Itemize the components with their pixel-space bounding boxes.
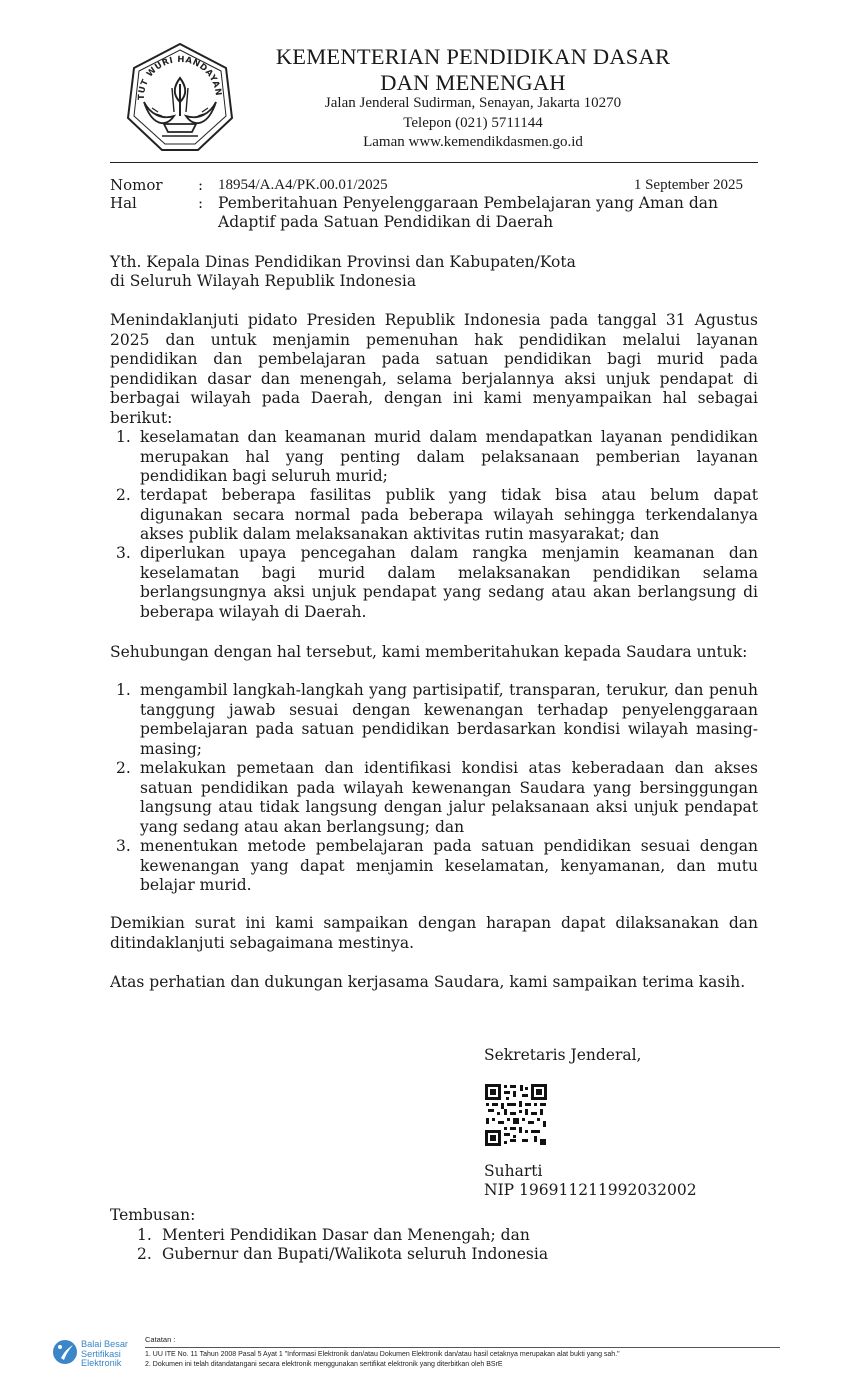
list2-item: menentukan metode pembelajaran pada satuan pendidikan sesuai dengan kewenangan yang dapat menjamin keselamatan, kenyamanan, dan mutu belajar murid. — [140, 837, 758, 894]
subject-line1: Pemberitahuan Penyelenggaraan Pembelajaran yang Aman dan — [218, 194, 718, 212]
list2-item: melakukan pemetaan dan identifikasi kondisi atas keberadaan dan akses satuan pendidikan pada wilayah kewenangan Saudara yang bersinggungan langsung atau tidak langsung dengan jalur pelaksanaan aksi unjuk pendapat yang sedang atau akan berlangsung; dan — [140, 759, 758, 836]
logo-motto: TUT WURI HANDAYAN — [136, 54, 224, 101]
bsre-line3: Elektronik — [81, 1358, 122, 1369]
list1-number: 1. — [116, 428, 131, 446]
list1-item: keselamatan dan keamanan murid dalam mendapatkan layanan pendidikan merupakan hal yang penting dalam pelaksanaan pemberian layanan pendidikan bagi seluruh murid; — [140, 428, 758, 485]
list1-item: diperlukan upaya pencegahan dalam rangka menjamin keamanan dan keselamatan bagi murid dalam melaksanakan pendidikan selama berlangsungnya aksi unjuk pendapat yang sedang atau akan berlangsung di beberapa wilayah di Daerah. — [140, 544, 758, 621]
bsre-line1: Balai Besar — [81, 1339, 128, 1349]
bsre-label — [81, 1340, 143, 1369]
footer-note: 1. UU ITE No. 11 Tahun 2008 Pasal 5 Ayat 1 "Informasi Elektronik dan/atau Dokumen Elektronik dan/atau hasil cetaknya merupakan alat bukti yang sah." — [145, 1351, 620, 1358]
list2-item: mengambil langkah-langkah yang partisipatif, transparan, terukur, dan penuh tanggung jawab sesuai dengan kewenangan terhadap penyelenggaraan pembelajaran pada satuan pendidikan berdasarkan kondisi wilayah masing-masing; — [140, 681, 758, 758]
ministry-logo — [122, 40, 238, 156]
footer-divider — [145, 1347, 780, 1348]
signatory-position: Sekretaris Jenderal, — [484, 1046, 642, 1064]
closing-paragraph: Demikian surat ini kami sampaikan dengan harapan dapat dilaksanakan dan ditindaklanjuti sebagaimana mestinya. — [110, 914, 758, 952]
nomor-label: Nomor — [110, 176, 163, 194]
ministry-name-line1: KEMENTERIAN PENDIDIKAN DASAR — [275, 44, 671, 69]
hal-label: Hal — [110, 194, 137, 212]
nomor-colon: : — [198, 176, 204, 194]
letterhead-divider — [110, 162, 758, 163]
list2-number: 1. — [116, 681, 131, 699]
signatory-nip: NIP 196911211992032002 — [484, 1181, 697, 1199]
thanks-paragraph: Atas perhatian dan dukungan kerjasama Saudara, kami sampaikan terima kasih. — [110, 973, 746, 991]
list2-number: 2. — [116, 759, 131, 777]
subject-line2: Adaptif pada Satuan Pendidikan di Daerah — [218, 213, 554, 231]
ministry-phone: Telepon (021) 5711144 — [403, 115, 543, 131]
list2-number: 3. — [116, 837, 131, 855]
hal-colon: : — [198, 194, 204, 212]
list1-number: 2. — [116, 486, 131, 504]
letter-date: 1 September 2025 — [633, 177, 743, 193]
tembusan-label: Tembusan: — [110, 1206, 196, 1224]
tembusan-item: Menteri Pendidikan Dasar dan Menengah; dan — [162, 1226, 530, 1244]
footer-note: 2. Dokumen ini telah ditandatangani secara elektronik menggunakan sertifikat elektronik yang diterbitkan oleh BSrE — [145, 1361, 503, 1368]
ministry-name-line2: DAN MENENGAH — [380, 70, 566, 95]
list1-number: 3. — [116, 544, 131, 562]
tembusan-number: 1. — [137, 1226, 152, 1244]
recipient-line2: di Seluruh Wilayah Republik Indonesia — [110, 272, 417, 290]
recipient-line1: Yth. Kepala Dinas Pendidikan Provinsi dan Kabupaten/Kota — [110, 253, 576, 271]
ministry-address: Jalan Jenderal Sudirman, Senayan, Jakarta 10270 — [324, 95, 622, 111]
tembusan-number: 2. — [137, 1245, 152, 1263]
opening-paragraph: Menindaklanjuti pidato Presiden Republik Indonesia pada tanggal 31 Agustus 2025 dan untuk menjamin pemenuhan hak pendidikan melalui layanan pendidikan dan pembelajaran pada satuan pendidikan bagi murid pada pendidikan dasar dan menengah, selama berjalannya aksi unjuk pendapat di berbagai wilayah pada Daerah, dengan ini kami menyampaikan hal sebagai berikut: — [110, 311, 758, 427]
list1-item: terdapat beberapa fasilitas publik yang tidak bisa atau belum dapat digunakan secara normal pada beberapa wilayah sehingga terkendalanya akses publik dalam melaksanakan aktivitas rutin masyarakat; dan — [140, 486, 758, 543]
ministry-website: Laman www.kemendikdasmen.go.id — [363, 134, 583, 150]
bsre-line2: Sertifikasi — [81, 1348, 121, 1359]
letter-number: 18954/A.A4/PK.00.01/2025 — [218, 177, 388, 193]
signatory-name: Suharti — [484, 1162, 543, 1180]
followup-paragraph: Sehubungan dengan hal tersebut, kami memberitahukan kepada Saudara untuk: — [110, 643, 748, 661]
signature-qr-code — [484, 1083, 548, 1147]
catatan-label: Catatan : — [145, 1335, 176, 1344]
tembusan-item: Gubernur dan Bupati/Walikota seluruh Indonesia — [162, 1245, 549, 1263]
bsre-logo-icon — [52, 1338, 78, 1368]
